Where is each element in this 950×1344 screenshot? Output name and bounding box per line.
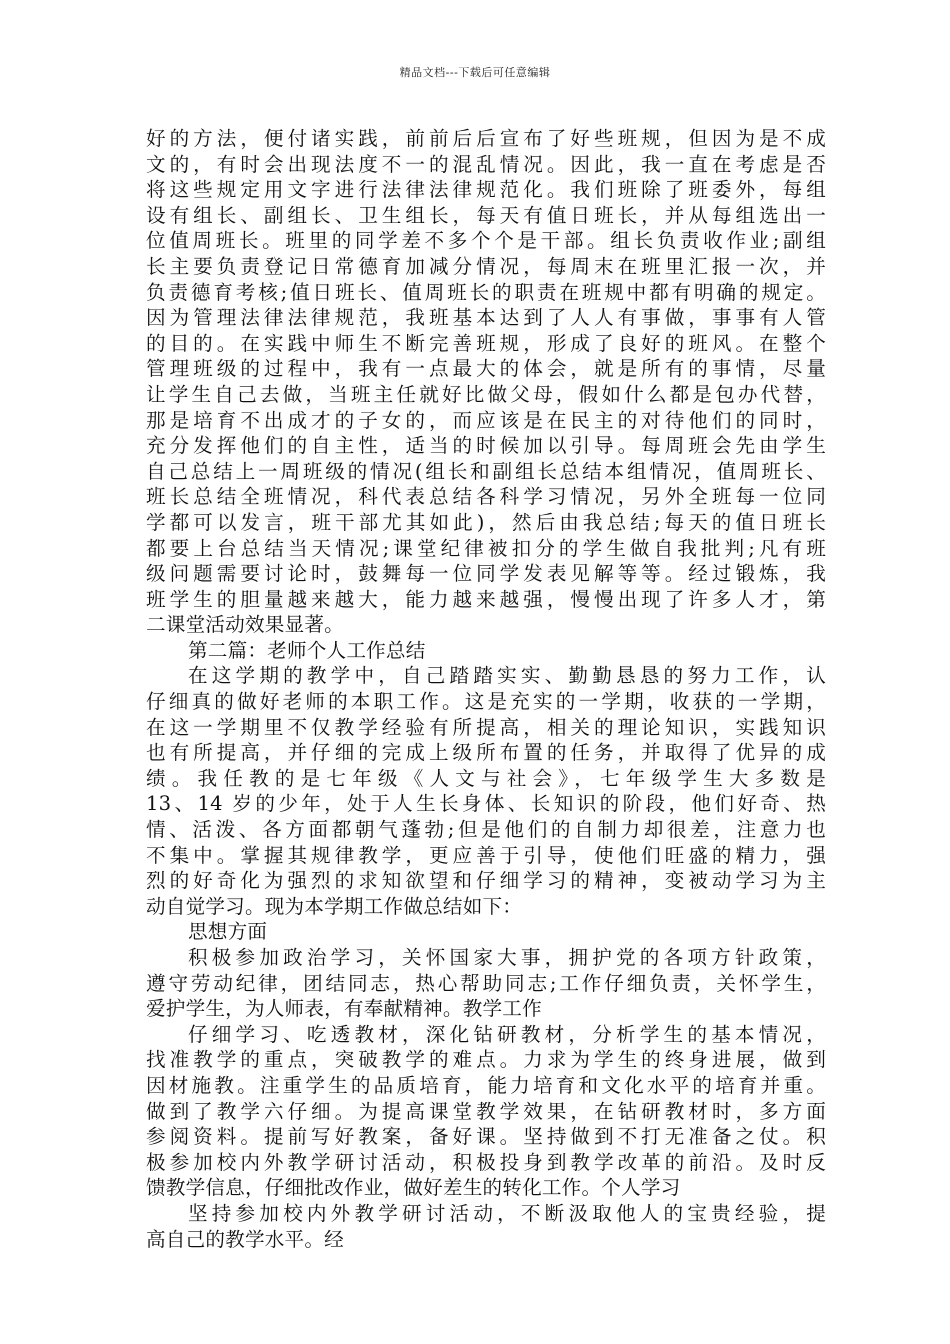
text-line: 遵守劳动纪律，团结同志，热心帮助同志;工作仔细负责，关怀学生，	[146, 971, 826, 995]
text-line: 高自己的教学水平。经	[146, 1227, 344, 1251]
text-line: 设有组长、副组长、卫生组长，每天有值日班长，并从每组选出一	[146, 203, 826, 227]
text-line: 都要上台总结当天情况;课堂纪律被扣分的学生做自我批判;凡有班	[146, 536, 826, 560]
text-line: 绩。我任教的是七年级《人文与社会》，七年级学生大多数是	[146, 766, 826, 790]
text-line: 积极参加政治学习，关怀国家大事，拥护党的各项方针政策，	[188, 946, 826, 969]
text-line: 自己总结上一周班级的情况(组长和副组长总结本组情况，值周班长、	[146, 459, 826, 483]
text-line: 级问题需要讨论时，鼓舞每一位同学发表见解等等。经过锻炼，我	[146, 562, 826, 586]
page-header: 精品文档---下载后可任意编辑	[399, 66, 551, 79]
text-line: 找准教学的重点，突破教学的难点。力求为学生的终身进展，做到	[146, 1048, 826, 1072]
text-line: 动自觉学习。现为本学期工作做总结如下：	[146, 894, 523, 918]
text-line: 充分发挥他们的自主性，适当的时候加以引导。每周班会先由学生	[146, 434, 826, 458]
text-line: 馈教学信息，仔细批改作业，做好差生的转化工作。个人学习	[146, 1176, 681, 1200]
text-line: 极参加校内外教学研讨活动，积极投身到教学改革的前沿。及时反	[146, 1150, 826, 1174]
text-line: 坚持参加校内外教学研讨活动，不断汲取他人的宝贵经验，提	[188, 1201, 826, 1225]
text-line: 在这一学期里不仅教学经验有所提高，相关的理论知识，实践知识	[146, 715, 826, 739]
document-body	[146, 126, 826, 1252]
text-line: 烈的好奇化为强烈的求知欲望和仔细学习的精神，变被动学习为主	[146, 869, 826, 893]
text-line: 的目的。在实践中师生不断完善班规，形成了良好的班风。在整个	[146, 331, 826, 355]
text-line: 第二篇：老师个人工作总结	[188, 638, 426, 662]
text-line: 情、活泼、各方面都朝气蓬勃;但是他们的自制力却很差，注意力也	[146, 818, 826, 842]
text-line: 在这学期的教学中，自己踏踏实实、勤勤恳恳的努力工作，认	[188, 664, 826, 688]
text-line: 仔细学习、吃透教材，深化钻研教材，分析学生的基本情况，	[188, 1022, 826, 1046]
text-line: 因材施教。注重学生的品质培育，能力培育和文化水平的培育并重。	[146, 1073, 826, 1097]
text-line: 爱护学生，为人师表，有奉献精神。教学工作	[146, 997, 542, 1021]
text-line: 也有所提高，并仔细的完成上级所布置的任务，并取得了优异的成	[146, 741, 826, 765]
text-line: 二课堂活动效果显著。	[146, 613, 344, 637]
text-line: 班长总结全班情况，科代表总结各科学习情况，另外全班每一位同	[146, 485, 826, 509]
text-line: 将这些规定用文字进行法律法律规范化。我们班除了班委外，每组	[146, 178, 826, 202]
text-line: 位值周班长。班里的同学差不多个个是干部。组长负责收作业;副组	[146, 229, 826, 253]
text-line: 参阅资料。提前写好教案，备好课。坚持做到不打无准备之仗。积	[146, 1125, 826, 1149]
text-line: 班学生的胆量越来越大，能力越来越强，慢慢出现了许多人才，第	[146, 587, 826, 611]
text-line: 思想方面	[188, 920, 268, 944]
text-line: 13、14 岁的少年，处于人生长身体、长知识的阶段，他们好奇、热	[146, 792, 826, 816]
text-line: 负责德育考核;值日班长、值周班长的职责在班规中都有明确的规定。	[146, 280, 826, 304]
text-line: 不集中。掌握其规律教学，更应善于引导，使他们旺盛的精力，强	[146, 843, 826, 867]
text-line: 那是培育不出成才的子女的，而应该是在民主的对待他们的同时，	[146, 408, 826, 432]
text-line: 文的，有时会出现法度不一的混乱情况。因此，我一直在考虑是否	[146, 152, 826, 176]
text-line: 做到了教学六仔细。为提高课堂教学效果，在钻研教材时，多方面	[146, 1099, 826, 1123]
text-line: 好的方法，便付诸实践，前前后后宣布了好些班规，但因为是不成	[146, 127, 826, 150]
text-line: 学都可以发言，班干部尤其如此)，然后由我总结;每天的值日班长	[146, 510, 826, 534]
text-line: 长主要负责登记日常德育加减分情况，每周末在班里汇报一次，并	[146, 254, 826, 278]
text-line: 因为管理法律法律规范，我班基本达到了人人有事做，事事有人管	[146, 306, 826, 330]
text-line: 仔细真的做好老师的本职工作。这是充实的一学期，收获的一学期，	[146, 690, 826, 714]
text-line: 管理班级的过程中，我有一点最大的体会，就是所有的事情，尽量	[146, 357, 826, 381]
text-line: 让学生自己去做，当班主任就好比做父母，假如什么都是包办代替，	[146, 382, 826, 406]
